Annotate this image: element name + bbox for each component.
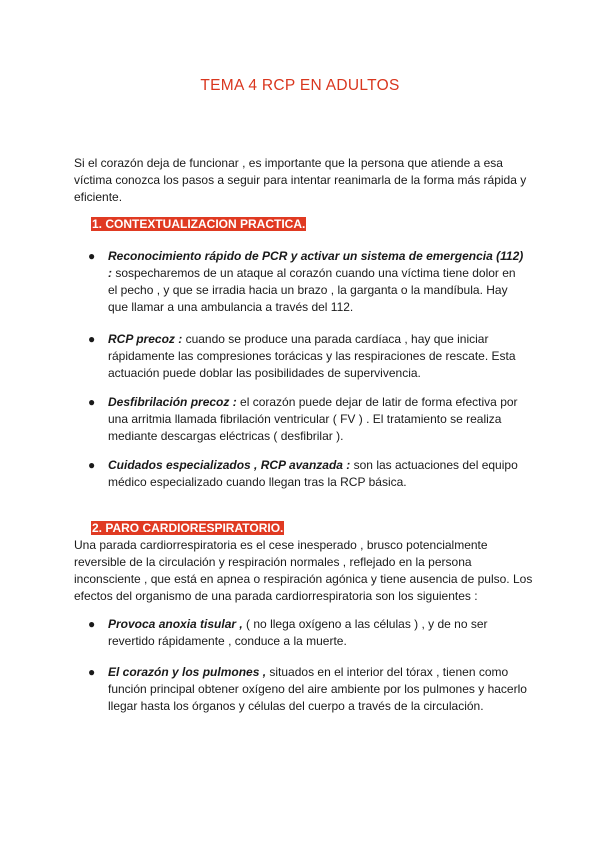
intro-paragraph: Si el corazón deja de funcionar , es importante que la persona que atiende a esa víctima conozca los pasos a seguir para intentar reanimarla de la forma más rápida y eficiente. bbox=[74, 156, 527, 204]
section-2-heading bbox=[91, 521, 284, 536]
list-item bbox=[88, 331, 528, 382]
bullet-text: el corazón puede dejar de latir de forma efectiva por una arritmia llamada fibrilación ventricular ( FV ) . El tratamiento se realiza mediante descargas eléctricas ( desfibrilar ). bbox=[108, 395, 518, 443]
bullet-icon: ● bbox=[88, 665, 96, 679]
list-item bbox=[88, 616, 528, 650]
bullet-text: son las actuaciones del equipo médico especializado cuando llegan tras la RCP básica. bbox=[108, 458, 518, 489]
bullet-icon: ● bbox=[88, 249, 96, 263]
bullet-text: sospecharemos de un ataque al corazón cuando una víctima tiene dolor en el pecho , y que se irradia hacia un brazo , la garganta o la mandíbula. Hay que llamar a una ambulancia a través del 112. bbox=[108, 266, 516, 314]
bullet-term: Desfibrilación precoz : bbox=[108, 395, 237, 409]
bullet-term: Provoca anoxia tisular , bbox=[108, 617, 243, 631]
section-1-heading bbox=[91, 217, 306, 232]
bullet-icon: ● bbox=[88, 332, 96, 346]
bullet-term: RCP precoz : bbox=[108, 332, 183, 346]
list-item bbox=[88, 248, 528, 316]
section-1-heading-text: 1. CONTEXTUALIZACION PRACTICA. bbox=[92, 217, 306, 231]
bullet-term: El corazón y los pulmones , bbox=[108, 665, 267, 679]
bullet-term: Reconocimiento rápido de PCR y activar un sistema de emergencia (112) : bbox=[108, 249, 524, 280]
section-2-heading-text: 2. PARO CARDIORESPIRATORIO. bbox=[92, 521, 284, 535]
list-item bbox=[88, 664, 528, 715]
bullet-text: situados en el interior del tórax , tienen como función principal obtener oxígeno del aire ambiente por los pulmones y hacerlo llegar hasta los órganos y células del cuerpo a través de la circulación. bbox=[108, 665, 527, 713]
section-2-paragraph: Una parada cardiorrespiratoria es el cese inesperado , brusco potencialmente reversible de la circulación y respiración normales , reflejado en la persona inconsciente , que está en apnea o respiración agónica y tiene ausencia de pulso. Los efectos del organismo de una parada cardiorrespiratoria son los siguientes : bbox=[74, 538, 533, 603]
bullet-text: cuando se produce una parada cardíaca , hay que iniciar rápidamente las compresiones torácicas y las respiraciones de rescate. Esta actuación puede doblar las posibilidades de supervivencia. bbox=[108, 332, 516, 380]
list-item bbox=[88, 394, 528, 445]
document-title: TEMA 4 RCP EN ADULTOS bbox=[200, 77, 400, 94]
bullet-icon: ● bbox=[88, 617, 96, 631]
bullet-text: ( no llega oxígeno a las células ) , y de no ser revertido rápidamente , conduce a la muerte. bbox=[108, 617, 488, 648]
list-item bbox=[88, 457, 528, 491]
bullet-term: Cuidados especializados , RCP avanzada : bbox=[108, 458, 351, 472]
bullet-icon: ● bbox=[88, 395, 96, 409]
bullet-icon: ● bbox=[88, 458, 96, 472]
